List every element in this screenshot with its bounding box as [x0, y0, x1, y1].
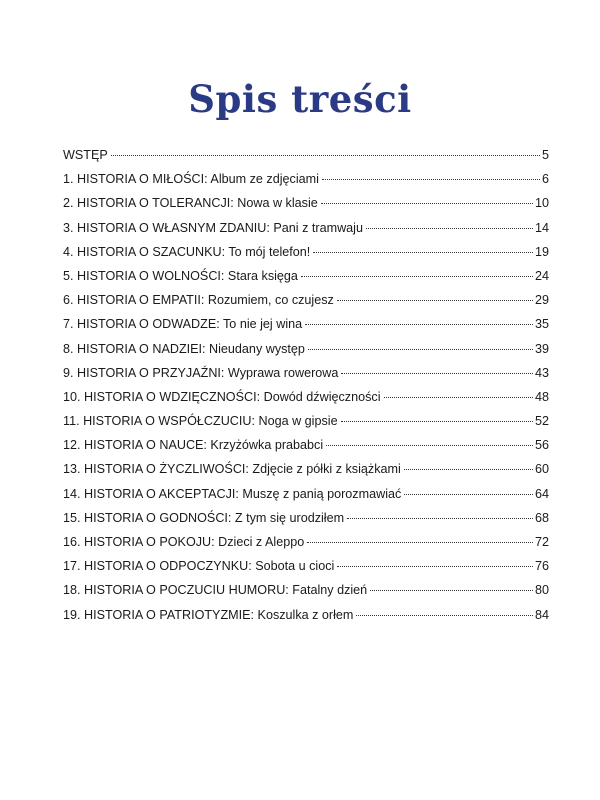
- toc-entry-title: 19. HISTORIA O PATRIOTYZMIE: Koszulka z orłem: [63, 607, 354, 622]
- toc-entry: [63, 193, 549, 217]
- toc-page-number: 68: [534, 510, 549, 525]
- toc-entry-title: 10. HISTORIA O WDZIĘCZNOŚCI: Dowód dźwięczności: [63, 389, 381, 404]
- toc-dot-leader: [307, 542, 533, 543]
- toc-page-number: 5: [541, 148, 549, 162]
- toc-dot-leader: [326, 445, 533, 446]
- toc-page-number: 19: [534, 244, 549, 259]
- toc-page-number: 80: [534, 583, 549, 598]
- toc-entry: [63, 580, 549, 604]
- toc-entry: [63, 218, 549, 242]
- toc-entry-title: 17. HISTORIA O ODPOCZYNKU: Sobota u cioci: [63, 559, 335, 574]
- toc-entry-title: 12. HISTORIA O NAUCE: Krzyżówka prababci: [63, 438, 324, 453]
- toc-dot-leader: [356, 615, 533, 616]
- toc-entry: [63, 290, 549, 314]
- toc-entry-title: 2. HISTORIA O TOLERANCJI: Nowa w klasie: [63, 196, 318, 211]
- toc-entry: [63, 605, 549, 629]
- toc-entry-title: 16. HISTORIA O POKOJU: Dzieci z Aleppo: [63, 535, 305, 549]
- toc-entry-title: 9. HISTORIA O PRZYJAŹNI: Wyprawa rowerowa: [63, 365, 339, 380]
- toc-entry: [63, 459, 549, 483]
- toc-page-number: 72: [534, 535, 549, 549]
- toc-page-number: 48: [534, 389, 549, 404]
- toc-dot-leader: [321, 203, 533, 204]
- toc-page-number: 60: [534, 462, 549, 477]
- toc-dot-leader: [111, 155, 540, 156]
- toc-entry: [63, 508, 549, 532]
- toc-entry: [63, 556, 549, 580]
- toc-page-number: 29: [534, 293, 549, 308]
- toc-entry: [63, 387, 549, 411]
- toc-entry-title: 1. HISTORIA O MIŁOŚCI: Album ze zdjęciami: [63, 172, 319, 187]
- toc-entry: [63, 363, 549, 387]
- toc-page-number: 6: [541, 172, 549, 187]
- toc-entry-title: WSTĘP: [63, 148, 108, 162]
- toc-entry: [63, 145, 549, 169]
- toc-entry-title: 18. HISTORIA O POCZUCIU HUMORU: Fatalny dzień: [63, 583, 368, 598]
- toc-dot-leader: [301, 276, 533, 277]
- toc-page-number: 56: [534, 438, 549, 453]
- toc-dot-leader: [305, 324, 533, 325]
- toc-entry-title: 8. HISTORIA O NADZIEI: Nieudany występ: [63, 341, 305, 356]
- toc-page-number: 76: [534, 559, 549, 574]
- toc-entry: [63, 242, 549, 266]
- toc-dot-leader: [313, 252, 533, 253]
- toc-entry: [63, 411, 549, 435]
- toc-page-number: 43: [534, 365, 549, 380]
- toc-page-number: 64: [534, 486, 549, 501]
- toc-entry-title: 4. HISTORIA O SZACUNKU: To mój telefon!: [63, 244, 311, 259]
- page-title: Spis treści: [188, 76, 412, 121]
- toc-entry: [63, 266, 549, 290]
- toc-entry-title: 14. HISTORIA O AKCEPTACJI: Muszę z panią porozmawiać: [63, 486, 402, 501]
- toc-entry: [63, 435, 549, 459]
- toc-dot-leader: [366, 228, 533, 229]
- toc-dot-leader: [341, 373, 533, 374]
- toc-dot-leader: [341, 421, 533, 422]
- toc-page-number: 39: [534, 341, 549, 356]
- toc-entry-title: 7. HISTORIA O ODWADZE: To nie jej wina: [63, 317, 303, 332]
- toc-entry-title: 3. HISTORIA O WŁASNYM ZDANIU: Pani z tramwaju: [63, 220, 363, 235]
- toc-page-number: 52: [534, 414, 549, 429]
- toc-page-number: 14: [534, 220, 549, 235]
- toc-dot-leader: [347, 518, 533, 519]
- toc-entry: [63, 484, 549, 508]
- toc-page-number: 24: [534, 268, 549, 283]
- toc-dot-leader: [404, 494, 533, 495]
- toc-dot-leader: [384, 397, 533, 398]
- toc-entry: [63, 339, 549, 363]
- toc-dot-leader: [337, 300, 533, 301]
- toc-dot-leader: [337, 566, 533, 567]
- toc-entry-title: 13. HISTORIA O ŻYCZLIWOŚCI: Zdjęcie z półki z książkami: [63, 462, 401, 477]
- toc-entry-title: 11. HISTORIA O WSPÓŁCZUCIU: Noga w gipsie: [63, 414, 338, 429]
- toc-entry-title: 15. HISTORIA O GODNOŚCI: Z tym się urodziłem: [63, 510, 345, 525]
- toc-page-number: 84: [534, 607, 549, 622]
- toc-dot-leader: [308, 349, 533, 350]
- toc-entry-title: 5. HISTORIA O WOLNOŚCI: Stara księga: [63, 268, 298, 283]
- toc-entry: [63, 314, 549, 338]
- toc-entry: [63, 169, 549, 193]
- toc-page-number: 10: [534, 196, 549, 211]
- table-of-contents: [63, 145, 549, 629]
- toc-page-number: 35: [534, 317, 549, 332]
- toc-dot-leader: [322, 179, 540, 180]
- toc-entry-title: 6. HISTORIA O EMPATII: Rozumiem, co czujesz: [63, 293, 334, 308]
- toc-dot-leader: [404, 469, 533, 470]
- toc-dot-leader: [370, 590, 533, 591]
- toc-entry: [63, 532, 549, 556]
